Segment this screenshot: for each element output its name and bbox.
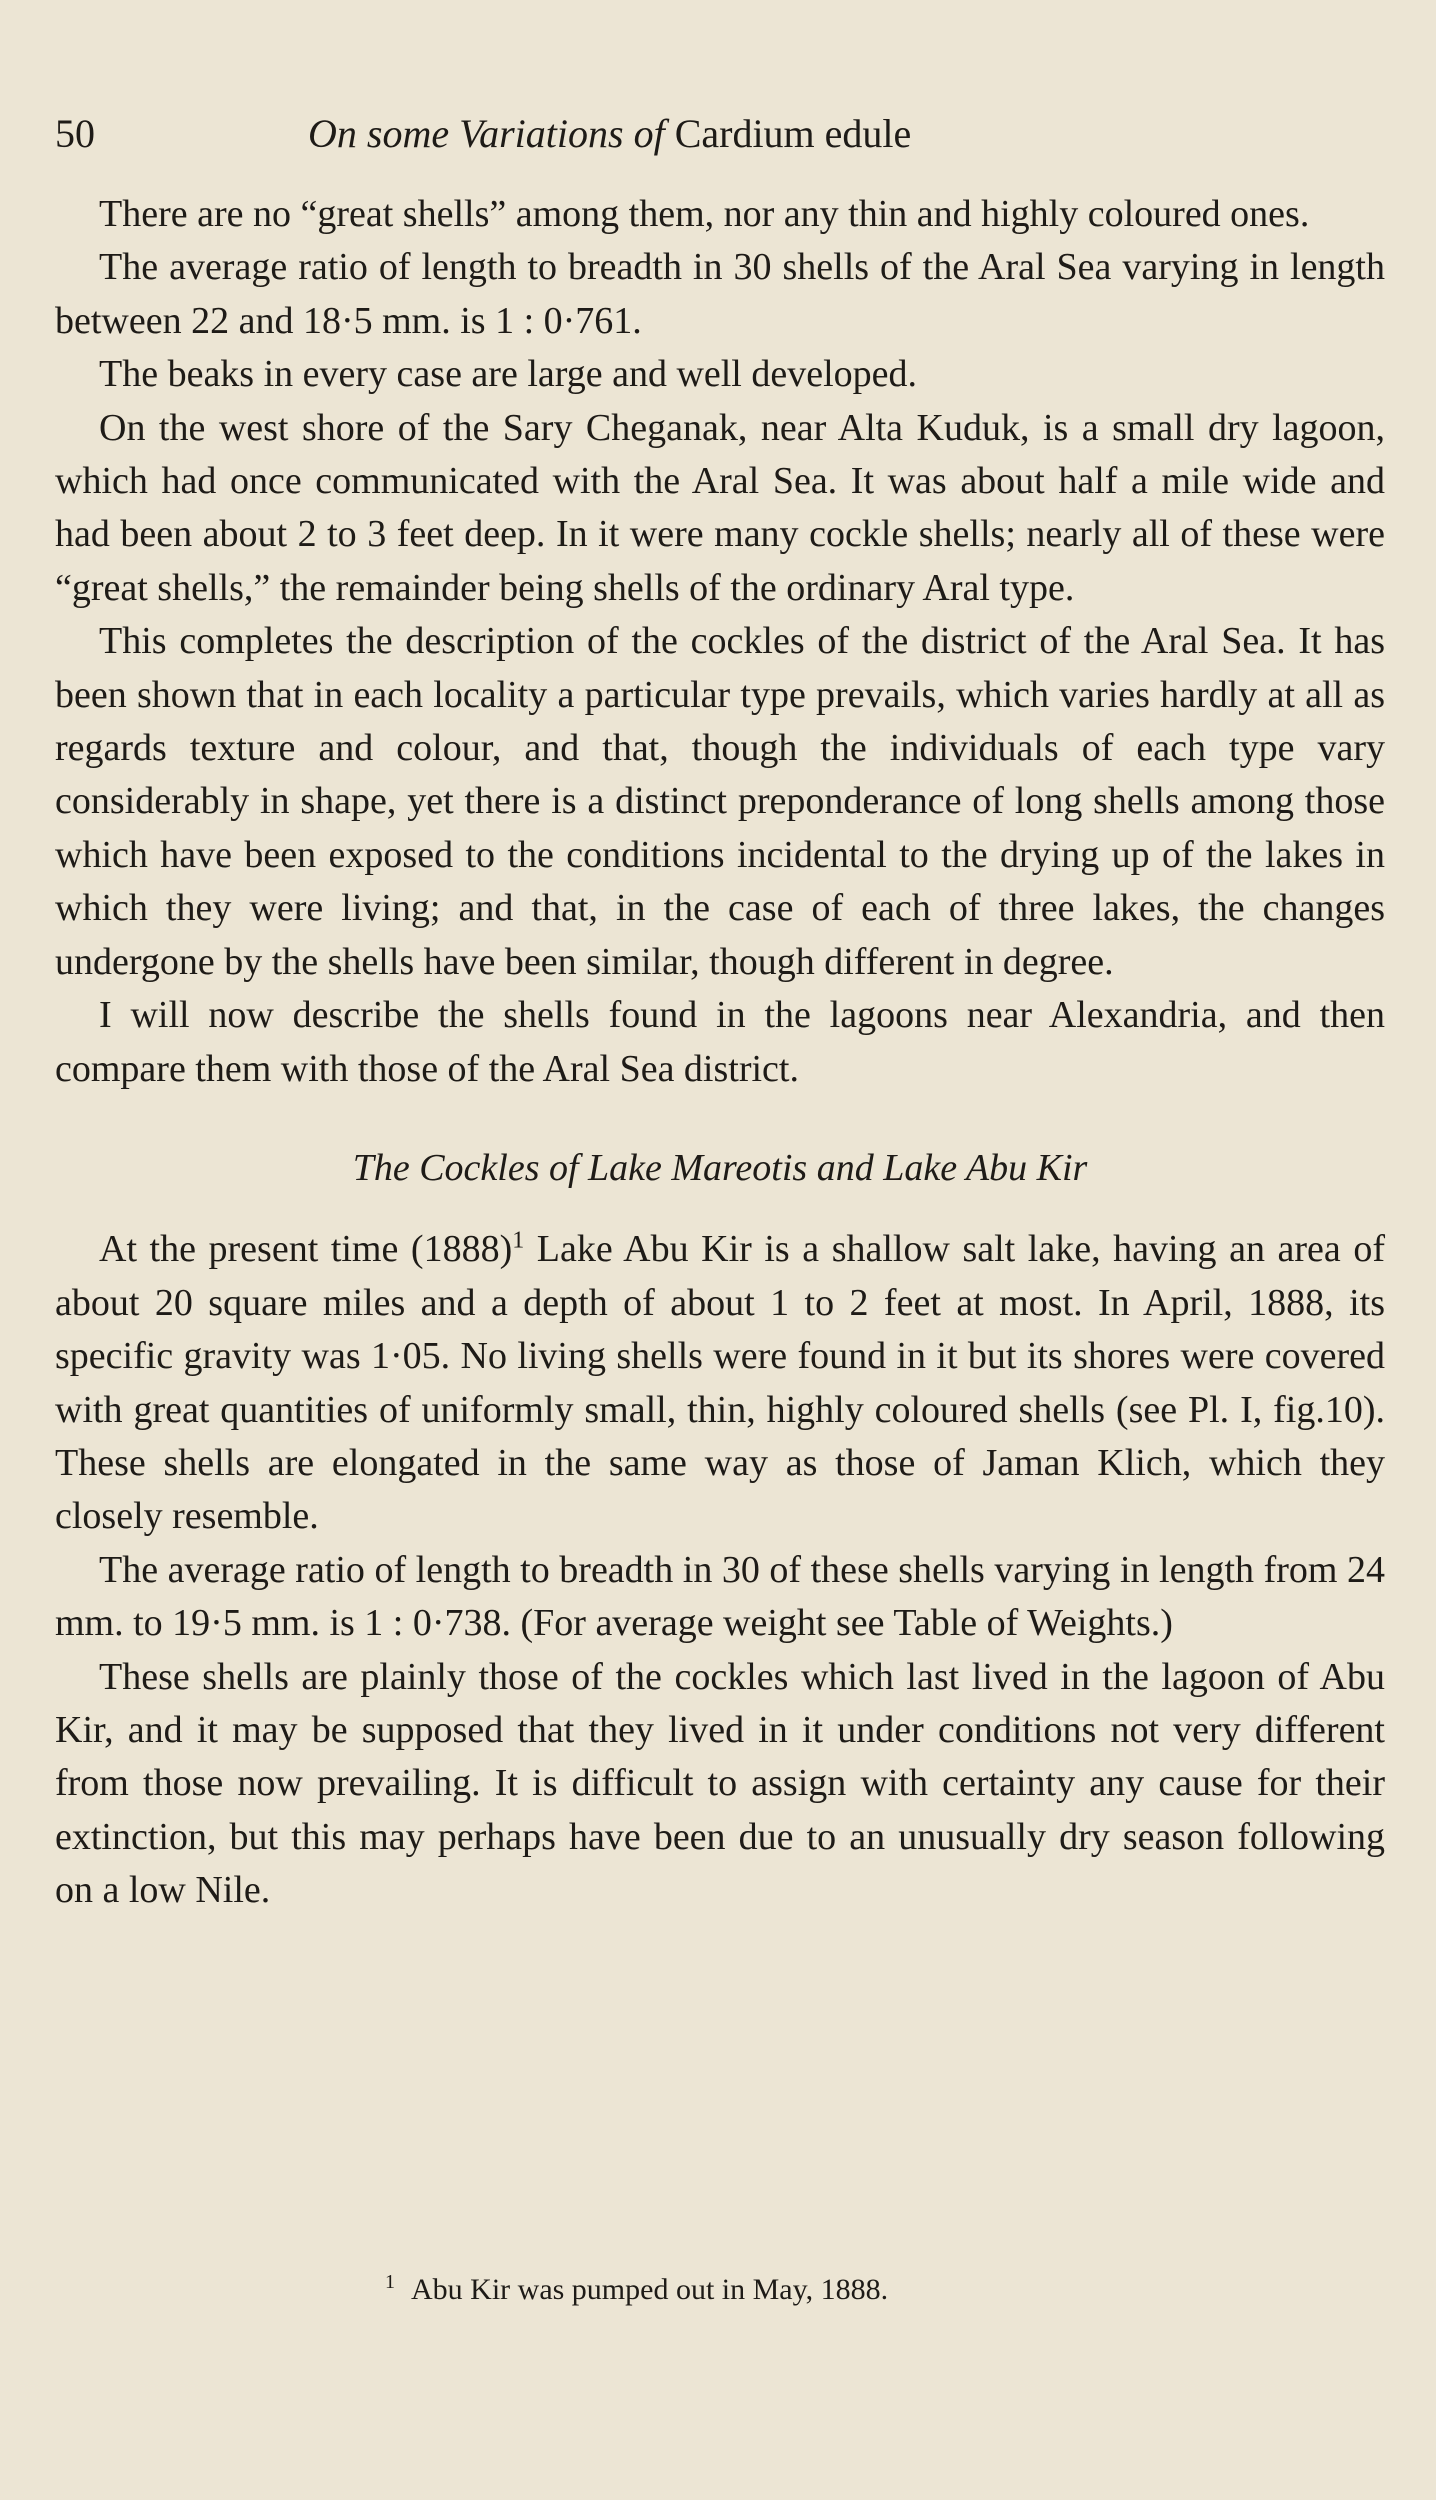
paragraph-7	[55, 1223, 1385, 1543]
running-head-roman: Cardium edule	[674, 111, 912, 156]
paragraph-8: The average ratio of length to breadth in 30 of these shells varying in length from 24 mm. to 19·5 mm. is 1 : 0·738. (For average weight see Table of Weights.)	[55, 1548, 1385, 1645]
paragraph-5: This completes the description of the cockles of the district of the Aral Sea. It has been shown that in each locality a particular type prevails, which varies hardly at all as regards texture and colour, and that, though the individuals of each type vary considerably in shape, yet there is a distinct preponderance of long shells among those which have been exposed to the conditions incidental to the drying up of the lakes in which they were living; and that, in the case of each of three lakes, the changes undergone by the shells have been similar, though different in degree.	[55, 620, 1385, 983]
page-number: 50	[55, 111, 95, 156]
section-heading: The Cockles of Lake Mareotis and Lake Abu Kir	[352, 1146, 1088, 1189]
page-header	[55, 104, 1385, 164]
paragraph-9: These shells are plainly those of the cockles which last lived in the lagoon of Abu Kir, and it may be supposed that they lived in it under conditions not very different from those now prevailing. It is difficult to assign with certainty any cause for their extinction, but this may perhaps have been due to an unusually dry season following on a low Nile.	[55, 1655, 1385, 1912]
footnote-reference: 1	[512, 1227, 525, 1254]
paragraph-4: On the west shore of the Sary Cheganak, near Alta Kuduk, is a small dry lagoon, which had once communicated with the Aral Sea. It was about half a mile wide and had been about 2 to 3 feet deep. In it were many cockle shells; nearly all of these were “great shells,” the remainder being shells of the ordinary Aral type.	[55, 406, 1385, 609]
paragraph-7-rest: Lake Abu Kir is a shallow salt lake, having an area of about 20 square miles and a depth of about 1 to 2 feet at most. In April, 1888, its specific gravity was 1·05. No living shells were found in it but its shores were covered with great quantities of uniformly small, thin, highly coloured shells (see Pl. I, fig.10). These shells are elongated in the same way as those of Jaman Klich, which they closely resemble.	[55, 1228, 1385, 1538]
running-head-italic: On some Variations of	[308, 111, 665, 156]
paragraph-3: The beaks in every case are large and well developed.	[99, 353, 918, 396]
footnote	[385, 2262, 1285, 2310]
paragraph-2: The average ratio of length to breadth in 30 shells of the Aral Sea varying in length between 22 and 18·5 mm. is 1 : 0·761.	[55, 246, 1385, 342]
running-head	[308, 104, 911, 164]
paragraph-7-start: At the present time (1888)	[99, 1228, 513, 1271]
paragraph-6: I will now describe the shells found in the lagoons near Alexandria, and then compare them with those of the Aral Sea district.	[55, 994, 1385, 1090]
paragraph-1: There are no “great shells” among them, nor any thin and highly coloured ones.	[99, 193, 1310, 235]
body-text	[55, 188, 1385, 1918]
footnote-marker: 1	[385, 2271, 395, 2293]
footnote-text: Abu Kir was pumped out in May, 1888.	[411, 2273, 889, 2306]
